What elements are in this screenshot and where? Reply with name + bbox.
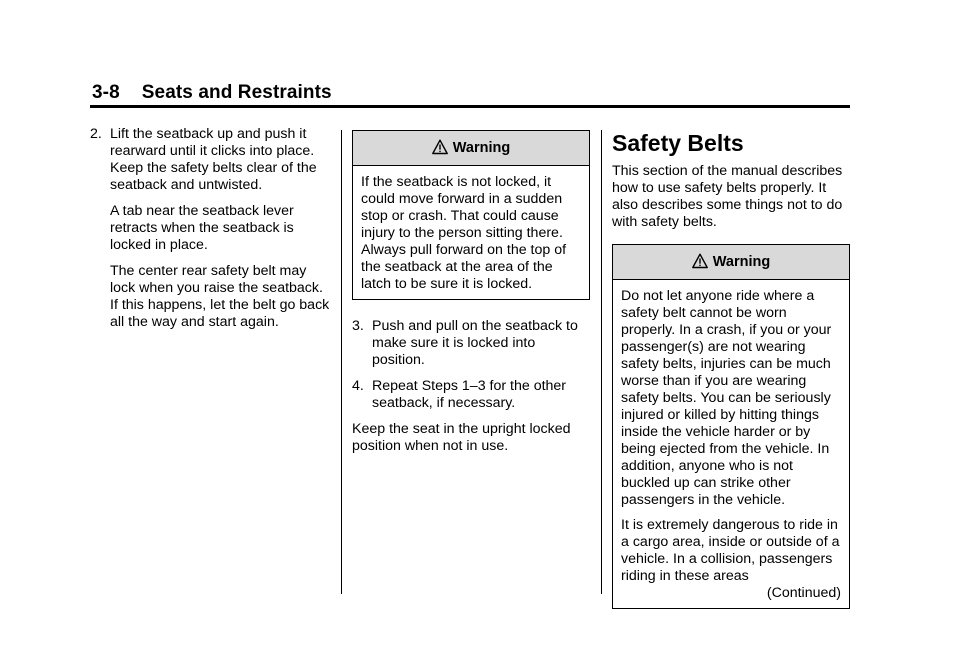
column-3 (612, 126, 850, 609)
warning-body (353, 166, 589, 299)
warning-text: If the seatback is not locked, it could move forward in a sudden stop or crash. That could cause injury to the person sitting there. Always pull forward on the top of the seatback at the area of the latch to be sure it is locked. (361, 174, 567, 292)
step-number: 3. (352, 318, 364, 334)
warning-body (613, 280, 849, 608)
chapter-title: Seats and Restraints (141, 82, 332, 103)
column-1 (90, 126, 331, 340)
paragraph-seatback-tab: A tab near the seatback lever retracts when the seatback is locked in place. (110, 203, 294, 253)
warning-triangle-icon (692, 253, 708, 269)
step-text: Lift the seatback up and push it rearward until it clicks into place. Keep the safety belts clear of the seatback and untwisted. (110, 126, 317, 193)
column-divider-1 (341, 130, 342, 594)
step-2 (90, 126, 331, 194)
paragraph-upright-position: Keep the seat in the upright locked position when not in use. (352, 421, 571, 454)
column-divider-2 (601, 130, 602, 594)
warning-text-1: Do not let anyone ride where a safety belt cannot be worn properly. In a crash, if you or your passenger(s) are not wearing safety belts, injuries can be much worse than if you are wearing safety belts. You can be seriously injured or killed by hitting things inside the vehicle harder or by being ejected from the vehicle. In addition, anyone who is not buckled up can strike other passengers in the vehicle. (621, 288, 832, 508)
step-3 (352, 318, 590, 369)
step-4 (352, 378, 590, 412)
warning-triangle-icon (432, 139, 448, 155)
column-2 (352, 126, 590, 464)
continued-label: (Continued) (766, 585, 841, 601)
step-number: 2. (90, 126, 102, 142)
page-header (92, 82, 332, 104)
page-number: 3-8 (92, 82, 120, 103)
paragraph-intro: This section of the manual describes how to use safety belts properly. It also describes some things not to do with safety belts. (612, 163, 843, 230)
step-number: 4. (352, 378, 364, 394)
step-text: Push and pull on the seatback to make sure it is locked into position. (372, 318, 578, 368)
header-rule (90, 105, 850, 108)
section-title: Safety Belts (612, 130, 744, 156)
warning-text-2: It is extremely dangerous to ride in a cargo area, inside or outside of a vehicle. In a collision, passengers riding in these areas (621, 517, 840, 584)
paragraph-center-belt: The center rear safety belt may lock when you raise the seatback. If this happens, let the belt go back all the way and start again. (110, 263, 330, 330)
warning-title: Warning (712, 253, 771, 270)
warning-title: Warning (452, 139, 511, 156)
warning-header (613, 245, 849, 280)
warning-box-safety-belts (612, 244, 850, 609)
warning-box-seatback (352, 130, 590, 300)
step-text: Repeat Steps 1–3 for the other seatback, if necessary. (372, 378, 567, 411)
warning-header (353, 131, 589, 166)
